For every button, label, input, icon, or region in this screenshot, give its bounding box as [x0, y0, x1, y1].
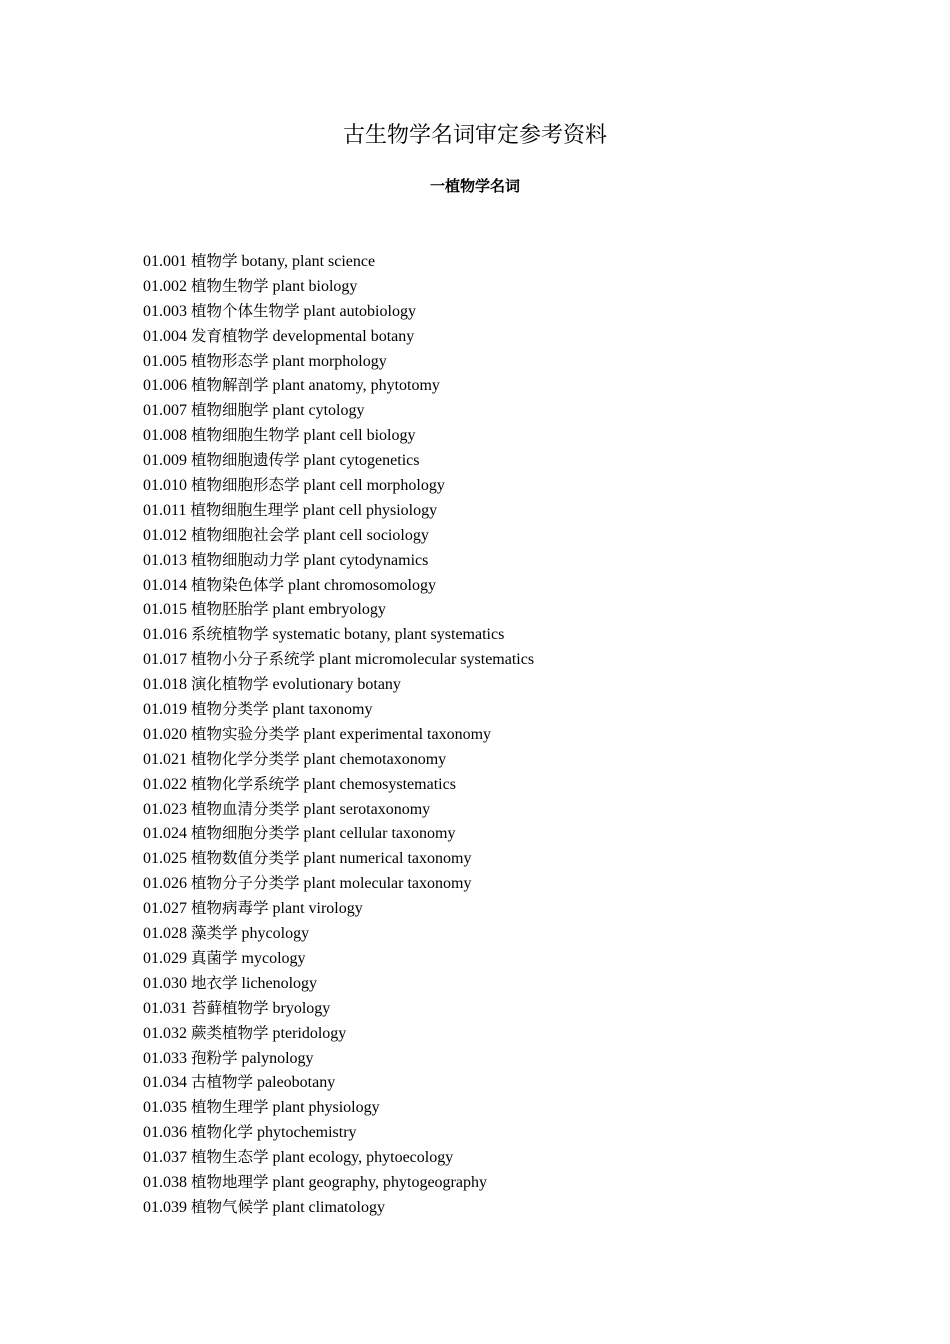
term-code: 01.035	[143, 1099, 187, 1117]
term-english: plant micromolecular systematics	[319, 651, 535, 669]
term-code: 01.033	[143, 1049, 187, 1067]
term-code: 01.003	[143, 302, 187, 320]
term-entry	[143, 349, 534, 374]
term-entry	[143, 423, 534, 448]
term-code: 01.016	[143, 626, 187, 644]
term-code: 01.032	[143, 1024, 187, 1042]
term-english: evolutionary botany	[272, 676, 401, 694]
term-chinese: 植物生理学	[191, 1098, 269, 1117]
term-code: 01.001	[143, 253, 187, 270]
term-chinese: 植物病毒学	[191, 899, 269, 918]
term-code: 01.017	[143, 651, 187, 669]
term-entry	[143, 1070, 534, 1095]
term-chinese: 发育植物学	[191, 326, 269, 345]
term-entry	[143, 249, 534, 274]
term-code: 01.011	[143, 501, 187, 519]
term-english: plant chemosystematics	[303, 775, 456, 793]
term-entry	[143, 747, 534, 772]
term-english: systematic botany, plant systematics	[272, 626, 505, 644]
term-english: plant cell physiology	[302, 501, 438, 519]
term-chinese: 植物气候学	[191, 1197, 269, 1216]
term-entry	[143, 1195, 534, 1220]
term-chinese: 植物学	[191, 252, 238, 270]
term-entry	[143, 573, 534, 598]
term-english: pteridology	[272, 1024, 347, 1042]
term-chinese: 植物细胞生物学	[191, 426, 300, 445]
term-chinese: 植物解剖学	[191, 376, 269, 395]
term-chinese: 植物染色体学	[191, 575, 285, 594]
term-english: plant cell morphology	[303, 477, 445, 495]
term-entry	[143, 821, 534, 846]
term-english: plant cytology	[272, 402, 365, 420]
term-entry	[143, 871, 534, 896]
term-chinese: 植物化学系统学	[191, 774, 300, 793]
term-code: 01.038	[143, 1173, 187, 1191]
term-chinese: 植物生物学	[191, 276, 269, 295]
term-chinese: 植物细胞形态学	[191, 476, 300, 495]
term-chinese: 苔藓植物学	[191, 998, 269, 1017]
term-entry	[143, 299, 534, 324]
term-code: 01.002	[143, 277, 187, 295]
term-chinese: 古植物学	[191, 1073, 254, 1092]
term-list	[143, 249, 534, 1220]
term-code: 01.013	[143, 551, 187, 569]
term-code: 01.009	[143, 452, 187, 470]
term-chinese: 植物细胞社会学	[191, 525, 300, 544]
term-english: bryology	[272, 999, 331, 1017]
term-code: 01.018	[143, 676, 187, 694]
term-code: 01.024	[143, 825, 187, 843]
term-code: 01.019	[143, 701, 187, 719]
term-chinese: 植物实验分类学	[191, 724, 300, 743]
term-chinese: 植物细胞学	[191, 401, 269, 420]
document-title: 古生物学名词审定参考资料	[342, 123, 607, 148]
term-english: paleobotany	[257, 1074, 336, 1092]
term-code: 01.030	[143, 974, 187, 992]
term-entry	[143, 622, 534, 647]
term-english: botany, plant science	[241, 253, 376, 270]
term-english: phycology	[241, 925, 310, 943]
term-entry	[143, 846, 534, 871]
term-chinese: 植物化学分类学	[191, 749, 300, 768]
term-english: plant cell biology	[303, 427, 416, 445]
term-entry	[143, 921, 534, 946]
term-english: plant cytogenetics	[303, 452, 420, 470]
term-entry	[143, 597, 534, 622]
term-entry	[143, 722, 534, 747]
term-chinese: 地衣学	[191, 973, 238, 992]
term-code: 01.021	[143, 750, 187, 768]
term-chinese: 藻类学	[191, 924, 238, 943]
term-english: plant physiology	[272, 1099, 380, 1117]
term-entry	[143, 548, 534, 573]
term-chinese: 植物细胞遗传学	[191, 451, 300, 470]
term-chinese: 植物个体生物学	[191, 301, 300, 320]
term-chinese: 植物化学	[191, 1123, 254, 1142]
term-english: plant ecology, phytoecology	[272, 1149, 454, 1167]
section-heading: 一植物学名词	[429, 177, 520, 195]
term-entry	[143, 772, 534, 797]
term-entry	[143, 1095, 534, 1120]
term-english: plant geography, phytogeography	[272, 1173, 487, 1191]
term-code: 01.034	[143, 1074, 187, 1092]
term-entry	[143, 473, 534, 498]
term-code: 01.005	[143, 352, 187, 370]
term-english: plant numerical taxonomy	[303, 850, 472, 868]
term-chinese: 植物生态学	[191, 1148, 269, 1167]
term-english: plant cell sociology	[303, 526, 429, 544]
term-code: 01.006	[143, 377, 187, 395]
term-english: plant autobiology	[303, 302, 416, 320]
term-chinese: 蕨类植物学	[191, 1023, 269, 1042]
term-code: 01.012	[143, 526, 187, 544]
term-entry	[143, 398, 534, 423]
term-chinese: 植物胚胎学	[191, 600, 269, 619]
term-code: 01.036	[143, 1124, 187, 1142]
term-entry	[143, 1170, 534, 1195]
term-entry	[143, 1046, 534, 1071]
term-entry	[143, 373, 534, 398]
term-entry	[143, 498, 534, 523]
term-entry	[143, 647, 534, 672]
term-english: plant morphology	[272, 352, 387, 370]
term-chinese: 植物血清分类学	[191, 799, 300, 818]
term-code: 01.026	[143, 875, 187, 893]
term-entry	[143, 1120, 534, 1145]
term-entry	[143, 1021, 534, 1046]
term-english: plant experimental taxonomy	[303, 725, 492, 743]
term-code: 01.031	[143, 999, 187, 1017]
term-code: 01.007	[143, 402, 187, 420]
term-code: 01.039	[143, 1198, 187, 1216]
term-chinese: 系统植物学	[191, 625, 269, 644]
term-chinese: 植物分子分类学	[191, 874, 300, 893]
term-entry	[143, 896, 534, 921]
term-english: developmental botany	[272, 327, 415, 345]
term-code: 01.025	[143, 850, 187, 868]
term-english: plant cellular taxonomy	[303, 825, 456, 843]
term-english: plant virology	[272, 900, 363, 918]
term-code: 01.008	[143, 427, 187, 445]
term-entry	[143, 1145, 534, 1170]
term-code: 01.029	[143, 949, 187, 967]
term-chinese: 植物细胞动力学	[191, 550, 300, 569]
term-entry	[143, 697, 534, 722]
term-english: mycology	[241, 949, 306, 967]
term-english: plant chromosomology	[288, 576, 436, 594]
term-chinese: 演化植物学	[191, 675, 269, 694]
term-english: plant biology	[272, 277, 358, 295]
term-english: plant cytodynamics	[303, 551, 429, 569]
term-code: 01.037	[143, 1149, 187, 1167]
term-code: 01.022	[143, 775, 187, 793]
term-english: plant anatomy, phytotomy	[272, 377, 440, 395]
term-code: 01.015	[143, 601, 187, 619]
term-english: plant climatology	[272, 1198, 385, 1216]
term-code: 01.023	[143, 800, 187, 818]
term-chinese: 真菌学	[191, 948, 238, 967]
term-chinese: 植物地理学	[191, 1172, 269, 1191]
term-entry	[143, 324, 534, 349]
term-entry	[143, 274, 534, 299]
term-chinese: 植物分类学	[191, 700, 269, 719]
term-english: plant molecular taxonomy	[303, 875, 472, 893]
term-english: plant serotaxonomy	[303, 800, 431, 818]
term-chinese: 植物形态学	[191, 351, 269, 370]
term-entry	[143, 523, 534, 548]
term-entry	[143, 946, 534, 971]
term-entry	[143, 797, 534, 822]
term-english: lichenology	[241, 974, 318, 992]
term-english: plant embryology	[272, 601, 386, 619]
term-entry	[143, 971, 534, 996]
term-entry	[143, 448, 534, 473]
term-chinese: 植物细胞分类学	[191, 824, 300, 843]
term-code: 01.004	[143, 327, 187, 345]
term-code: 01.028	[143, 925, 187, 943]
term-code: 01.020	[143, 725, 187, 743]
term-chinese: 孢粉学	[191, 1048, 238, 1067]
term-entry	[143, 672, 534, 697]
term-chinese: 植物细胞生理学	[190, 500, 299, 519]
term-english: palynology	[241, 1049, 314, 1067]
term-english: plant chemotaxonomy	[303, 750, 447, 768]
term-code: 01.010	[143, 477, 187, 495]
term-code: 01.027	[143, 900, 187, 918]
term-english: plant taxonomy	[272, 701, 373, 719]
term-chinese: 植物数值分类学	[191, 849, 300, 868]
term-english: phytochemistry	[257, 1124, 357, 1142]
term-code: 01.014	[143, 576, 187, 594]
term-entry	[143, 996, 534, 1021]
term-chinese: 植物小分子系统学	[191, 650, 316, 669]
